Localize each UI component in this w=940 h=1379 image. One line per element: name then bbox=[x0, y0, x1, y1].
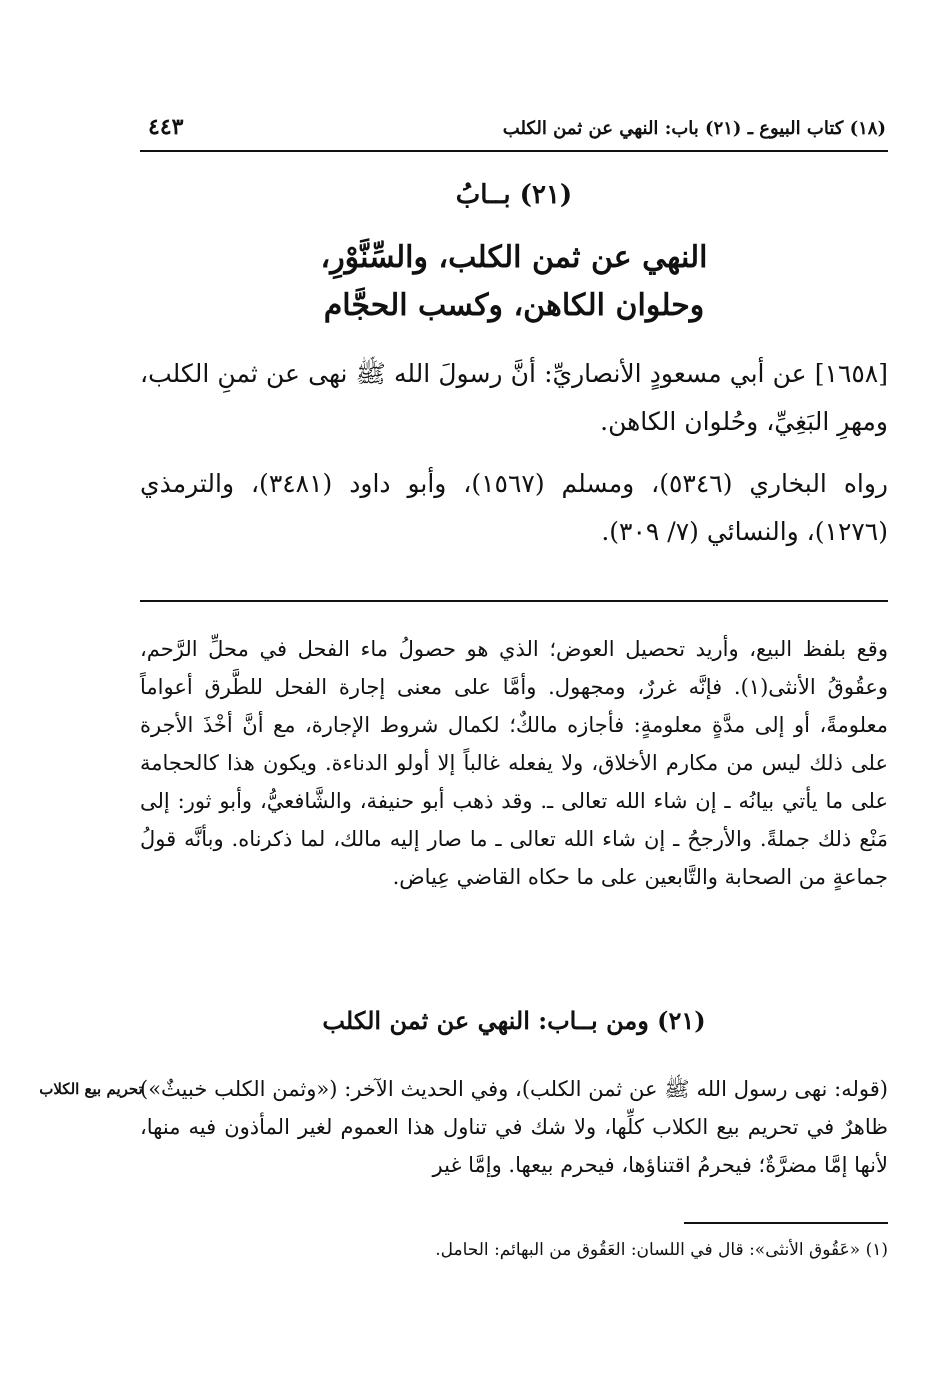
qurtubi-text: (قوله: نهى رسول الله ﷺ عن ثمن الكلب)، وفي الحديث الآخر: («وثمن الكلب خبيثٌ») ظاهرٌ في تحريم بيع الكلاب كلِّها، ولا شك في تناول هذا العموم لغير المأذون فيه منها، لأنها إمَّا مضرَّةٌ؛ فيحرمُ اقتناؤها، فيحرم بيعها. وإمَّا غير bbox=[140, 1077, 888, 1177]
page-number: ٤٤٣ bbox=[148, 114, 184, 140]
commentary-subheading: (٢١) ومن بــاب: النهي عن ثمن الكلب bbox=[322, 1006, 706, 1035]
chapter-number: (٢١) بــابُ bbox=[455, 180, 573, 210]
running-title: (١٨) كتاب البيوع ـ (٢١) باب: النهي عن ثمن الكلب bbox=[502, 118, 886, 139]
footnote: (١) «عَقُوق الأنثى»: قال في اللسان: العَقُوق من البهائم: الحامل. bbox=[435, 1240, 888, 1260]
chapter-title-line1: النهي عن ثمن الكلب، والسِّنَّوْرِ، bbox=[320, 240, 708, 275]
section-divider bbox=[140, 600, 888, 602]
footnote-divider bbox=[684, 1222, 888, 1224]
page-header bbox=[140, 114, 888, 152]
hadith-text: [١٦٥٨] عن أبي مسعودٍ الأنصاريِّ: أنَّ رسولَ الله ﷺ نهى عن ثمنِ الكلب، ومهرِ البَغِيِّ، وحُلوان الكاهن. bbox=[140, 359, 888, 436]
margin-note: تحريم بيع الكلاب bbox=[39, 1080, 143, 1098]
chapter-title-line2: وحلوان الكاهن، وكسب الحجَّام bbox=[323, 288, 705, 323]
commentary-text: وقع بلفظ البيع، وأريد تحصيل العوض؛ الذي هو حصولُ ماء الفحل في محلِّ الرَّحم، وعقُوقُ الأنثى(١). فإنَّه غررٌ، ومجهول. وأمَّا على معنى إجارة الفحل للطَّرق أعواماً معلومةً، أو إلى مدَّةٍ معلومةٍ: فأجازه مالكٌ؛ لكمال شروط الإجارة، مع أنَّ أخْذَ الأجرة على ذلك ليس من مكارم الأخلاق، ولا يفعله غالباً إلا أولو الدناءة. ويكون هذا كالحجامة على ما يأتي بيانُه ـ إن شاء الله تعالى ـ. وقد ذهب أبو حنيفة، والشَّافعيُّ، وأبو ثور: إلى مَنْع ذلك جملةً. والأرجحُ ـ إن شاء الله تعالى ـ ما صار إليه مالك، لما ذكرناه. وبأنَّه قولُ جماعةٍ من الصحابة والتَّابعين على ما حكاه القاضي عِياض. bbox=[140, 637, 888, 889]
takhrij-text: رواه البخاري (٥٣٤٦)، ومسلم (١٥٦٧)، وأبو داود (٣٤٨١)، والترمذي (١٢٧٦)، والنسائي (٧/ ٣٠٩). bbox=[140, 469, 889, 546]
